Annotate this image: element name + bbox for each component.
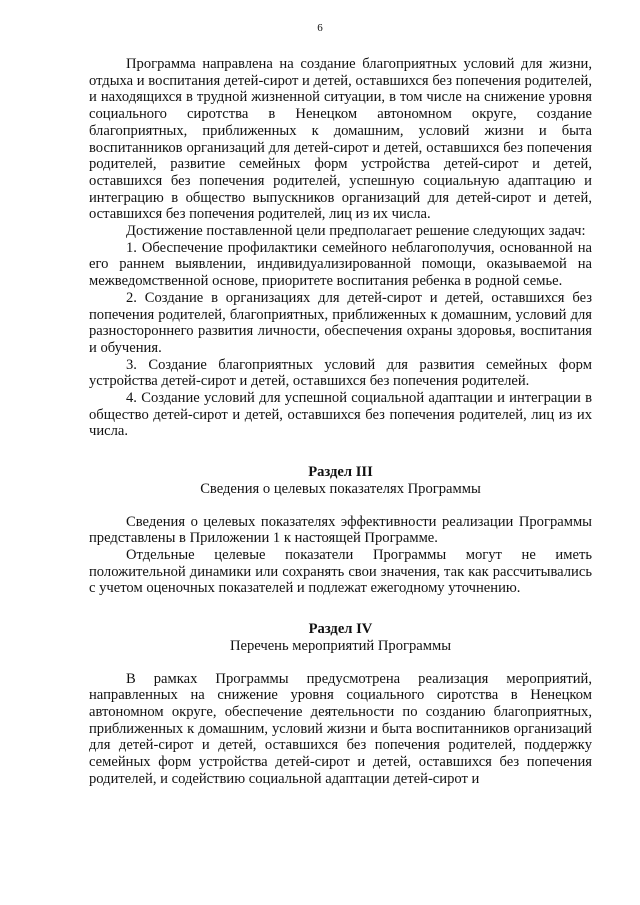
page-number: 6 [317, 22, 323, 34]
section-3-number: Раздел III [308, 464, 373, 481]
section-3-title: Сведения о целевых показателях Программы [200, 480, 481, 497]
task-item-2: 2. Создание в организациях для детей-сирот и детей, оставшихся без попечения родителей, благоприятных, приближенных к домашним, условий для разностороннего развития личности, обеспечения охраны здоровья, воспитания и обучения. [89, 289, 592, 356]
document-body [89, 56, 592, 787]
task-item-3: 3. Создание благоприятных условий для развития семейных форм устройства детей-сирот и детей, оставшихся без попечения родителей. [89, 356, 592, 390]
section-3-paragraph-1: Сведения о целевых показателях эффективности реализации Программы представлены в Приложении 1 к настоящей Программе. [89, 513, 592, 547]
section-4-title: Перечень мероприятий Программы [229, 637, 452, 654]
tasks-intro-paragraph: Достижение поставленной цели предполагает решение следующих задач: [126, 223, 586, 240]
section-4-number: Раздел IV [308, 621, 373, 638]
section-spacer [89, 655, 592, 671]
section-3-paragraph-2: Отдельные целевые показатели Программы могут не иметь положительной динамики или сохранять свои значения, так как рассчитывались с учетом оценочных показателей и подлежат ежегодному уточнению. [89, 546, 592, 597]
task-item-4: 4. Создание условий для успешной социальной адаптации и интеграции в общество детей-сирот и детей, оставшихся без попечения родителей, лиц из их числа. [89, 390, 592, 440]
program-goal-paragraph: Программа направлена на создание благоприятных условий для жизни, отдыха и воспитания детей-сирот и детей, оставшихся без попечения родителей, и находящихся в трудной жизненной ситуации, в том числе на снижение уровня социального сиротства в Ненецком автономном округе, создание благоприятных, приближенных к домашним, условий жизни и быта воспитанников организаций для детей-сирот и детей, оставшихся без попечения родителей, развитие семейных форм устройства детей-сирот и детей, оставшихся без попечения родителей, успешную социальную адаптацию и интеграцию в общество выпускников организаций для детей-сирот и детей, оставшихся без попечения родителей, лиц из их числа. [89, 56, 592, 223]
task-item-1: 1. Обеспечение профилактики семейного неблагополучия, основанной на его раннем выявлении, индивидуализированной помощи, оказываемой на межведомственной основе, приоритете воспитания ребенка в родной семье. [89, 239, 592, 290]
section-spacer [89, 597, 592, 621]
section-spacer [89, 498, 592, 514]
section-4-paragraph-1: В рамках Программы предусмотрена реализация мероприятий, направленных на снижение уровня социального сиротства в Ненецком автономном округе, обеспечение деятельности по созданию благоприятных, приближенных к домашним, условий жизни и быта воспитанников организаций для детей-сирот и детей, оставшихся без попечения родителей, поддержку семейных форм устройства детей-сирот и детей, оставшихся без попечения родителей, и содействию социальной адаптации детей-сирот и [89, 670, 592, 787]
section-spacer [89, 440, 592, 464]
